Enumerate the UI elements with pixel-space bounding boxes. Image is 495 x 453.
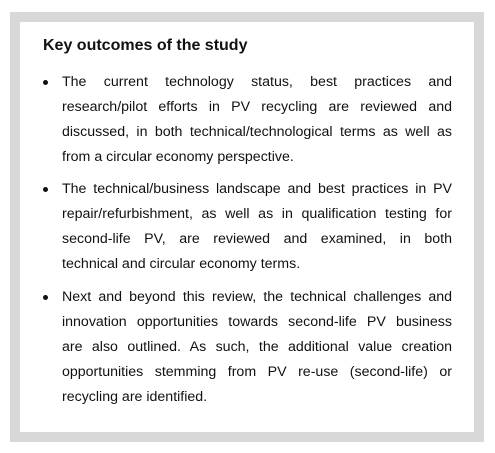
box-title: Key outcomes of the study bbox=[43, 37, 248, 54]
bullet-text-line: opportunities stemming from PV re-use (second-life) or bbox=[62, 364, 452, 380]
bullet-text-line: technical and circular economy terms. bbox=[62, 256, 301, 272]
bullet-text-line: recycling are identified. bbox=[62, 389, 208, 405]
bullet-text-line: second-life PV, are reviewed and examined, in both bbox=[62, 231, 452, 247]
bullet-text-line: repair/refurbishment, as well as in qualification testing for bbox=[62, 206, 452, 222]
bullet-text-line: from a circular economy perspective. bbox=[62, 149, 294, 165]
bullet-text-line: research/pilot efforts in PV recycling are reviewed and bbox=[62, 99, 452, 115]
bullet-text-line: The current technology status, best practices and bbox=[62, 74, 452, 90]
bullet-text-line: The technical/business landscape and best practices in PV bbox=[62, 181, 452, 197]
bullet-dot-icon bbox=[43, 187, 48, 192]
bullet-text-line: are also outlined. As such, the additional value creation bbox=[62, 339, 452, 355]
bullet-text-line: discussed, in both technical/technological terms as well as bbox=[62, 124, 452, 140]
bullet-text-line: innovation opportunities towards second-life PV business bbox=[62, 314, 452, 330]
bullet-dot-icon bbox=[43, 295, 48, 300]
bullet-text-line: Next and beyond this review, the technical challenges and bbox=[62, 289, 452, 305]
bullet-dot-icon bbox=[43, 80, 48, 85]
